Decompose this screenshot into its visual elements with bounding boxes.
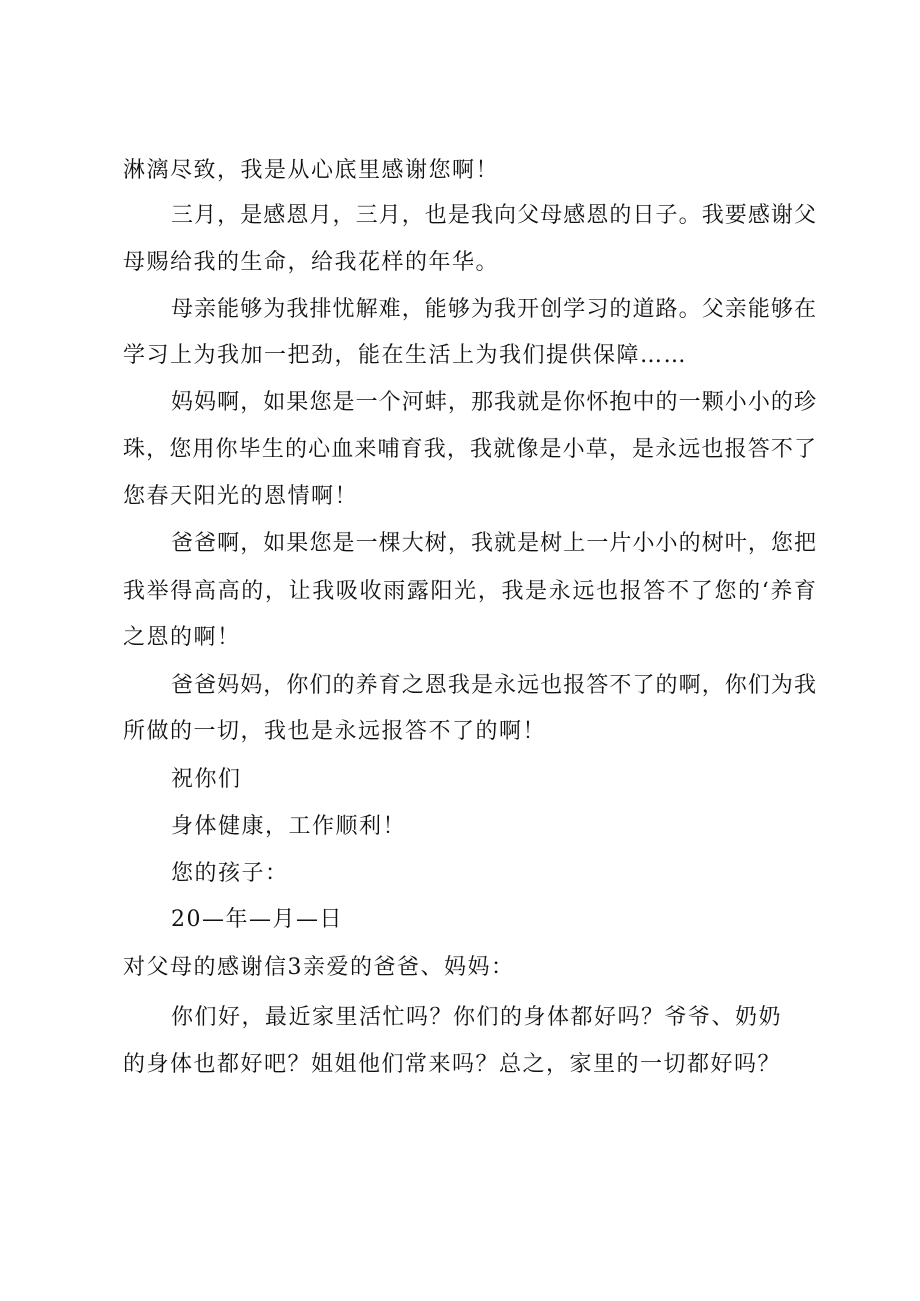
- text-line: 珠，您用你毕生的心血来哺育我，我就像是小草，是永远也报答不了: [123, 437, 816, 462]
- text-line: 母赐给我的生命，给我花样的年华。: [123, 250, 500, 275]
- text-line: 我举得高高的，让我吸收雨露阳光，我是永远也报答不了您的‘养育: [123, 579, 816, 604]
- text-line: 爸爸妈妈，你们的养育之恩我是永远也报答不了的啊，你们为我: [171, 673, 816, 698]
- text-line: 母亲能够为我排忧解难，能够为我开创学习的道路。父亲能够在: [171, 297, 816, 322]
- text-line: 20—年—月—日: [171, 907, 343, 932]
- text-line: 所做的一切，我也是永远报答不了的啊！: [123, 719, 547, 744]
- text-line: 三月，是感恩月，三月，也是我向父母感恩的日子。我要感谢父: [171, 203, 816, 228]
- text-line: 学习上为我加一把劲，能在生活上为我们提供保障……: [123, 343, 688, 368]
- text-line: 对父母的感谢信3亲爱的爸爸、妈妈：: [123, 955, 515, 980]
- text-line: 淋漓尽致，我是从心底里感谢您啊！: [123, 158, 500, 183]
- text-line: 你们好，最近家里活忙吗？你们的身体都好吗？爷爷、奶奶: [171, 1005, 783, 1030]
- text-line: 的身体也都好吧？姐姐他们常来吗？总之，家里的一切都好吗？: [123, 1052, 782, 1077]
- text-line: 之恩的啊！: [123, 625, 241, 650]
- text-line: 妈妈啊，如果您是一个河蚌，那我就是你怀抱中的一颗小小的珍: [171, 390, 816, 415]
- text-line: 祝你们: [171, 767, 242, 792]
- text-line: 您春天阳光的恩情啊！: [123, 484, 359, 509]
- text-line: 身体健康，工作顺利！: [171, 814, 407, 839]
- text-line: 爸爸啊，如果您是一棵大树，我就是树上一片小小的树叶，您把: [171, 531, 816, 556]
- text-line: 您的孩子：: [171, 861, 289, 886]
